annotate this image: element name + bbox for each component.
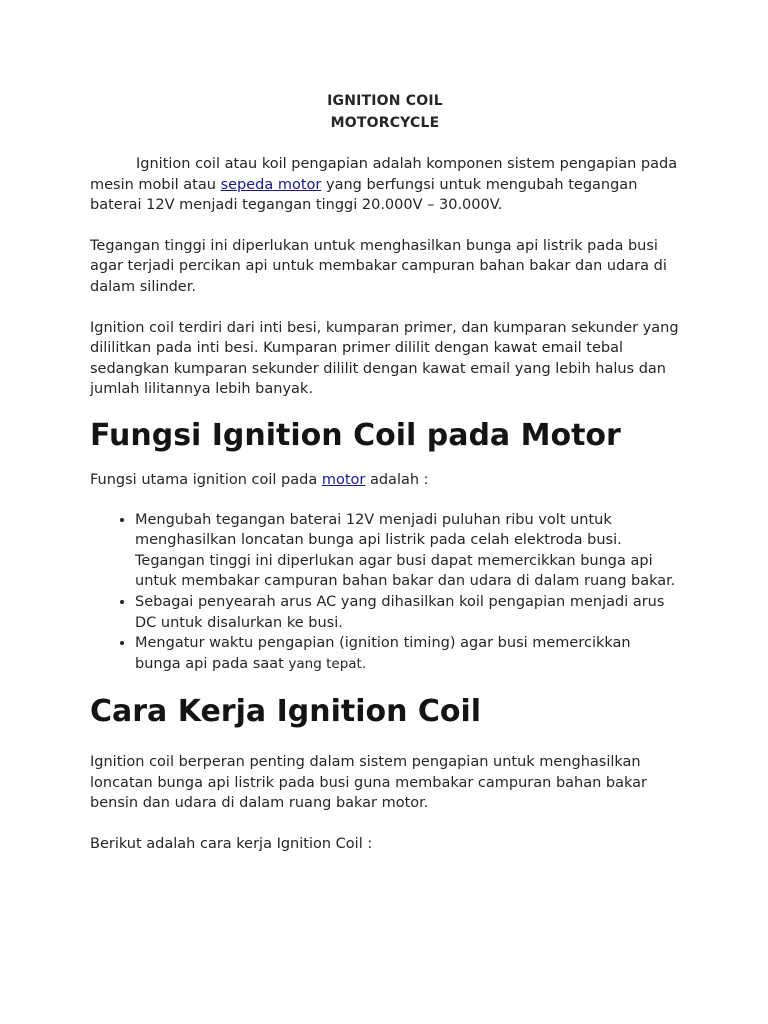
section-heading-cara-kerja: Cara Kerja Ignition Coil	[90, 694, 482, 730]
title-line-2: MOTORCYCLE	[330, 115, 440, 131]
list-item: • Sebagai penyearah arus AC yang dihasilkan koil pengapian menjadi arus DC untuk disalurkan ke busi.	[135, 592, 680, 633]
document-page	[90, 90, 680, 855]
cara-kerja-paragraph-2: Berikut adalah cara kerja Ignition Coil :	[90, 836, 373, 853]
list-item	[135, 633, 680, 674]
fungsi-lead-text-a: Fungsi utama ignition coil pada	[90, 471, 322, 488]
intro-text-a: Ignition coil atau koil pengapian adalah komponen sistem pengapian pada mesin mobil atau	[90, 156, 678, 193]
fungsi-lead-text-b: adalah :	[365, 471, 429, 488]
motor-link[interactable]: motor	[321, 471, 366, 488]
title-line-1: IGNITION COIL	[327, 93, 443, 109]
list-item-text-a: Mengatur waktu pengapian (ignition timing) agar busi memercikkan bunga api pada saat	[135, 635, 631, 672]
document-title	[90, 90, 680, 134]
list-item-text-b: yang tepat.	[288, 655, 367, 672]
intro-paragraph-1	[90, 154, 680, 216]
intro-paragraph-3: Ignition coil terdiri dari inti besi, kumparan primer, dan kumparan sekunder yang dililitkan pada inti besi. Kumparan primer dililit dengan kawat email tebal sedangkan kumparan sekunder dililit dengan kawat email yang lebih halus dan jumlah lilitannya lebih banyak.	[90, 319, 679, 398]
section-heading-fungsi: Fungsi Ignition Coil pada Motor	[90, 417, 621, 453]
intro-paragraph-2: Tegangan tinggi ini diperlukan untuk menghasilkan bunga api listrik pada busi agar terjadi percikan api untuk membakar campuran bahan bakar dan udara di dalam silinder.	[90, 237, 667, 295]
fungsi-list	[90, 510, 680, 675]
cara-kerja-paragraph-1: Ignition coil berperan penting dalam sistem pengapian untuk menghasilkan loncatan bunga api listrik pada busi guna membakar campuran bahan bakar bensin dan udara di dalam ruang bakar motor.	[90, 754, 647, 812]
intro-text-b: yang berfungsi untuk mengubah tegangan baterai 12V menjadi tegangan tinggi 20.000V – 30.000V.	[90, 176, 638, 214]
sepeda-motor-link[interactable]: sepeda motor	[220, 176, 322, 193]
list-item: • Mengubah tegangan baterai 12V menjadi puluhan ribu volt untuk menghasilkan loncatan bunga api listrik pada celah elektroda busi. Tegangan tinggi ini diperlukan agar busi dapat memercikkan bunga api untuk membakar campuran bahan bakar dan udara di dalam ruang bakar.	[135, 510, 680, 592]
fungsi-lead-paragraph	[90, 470, 680, 491]
